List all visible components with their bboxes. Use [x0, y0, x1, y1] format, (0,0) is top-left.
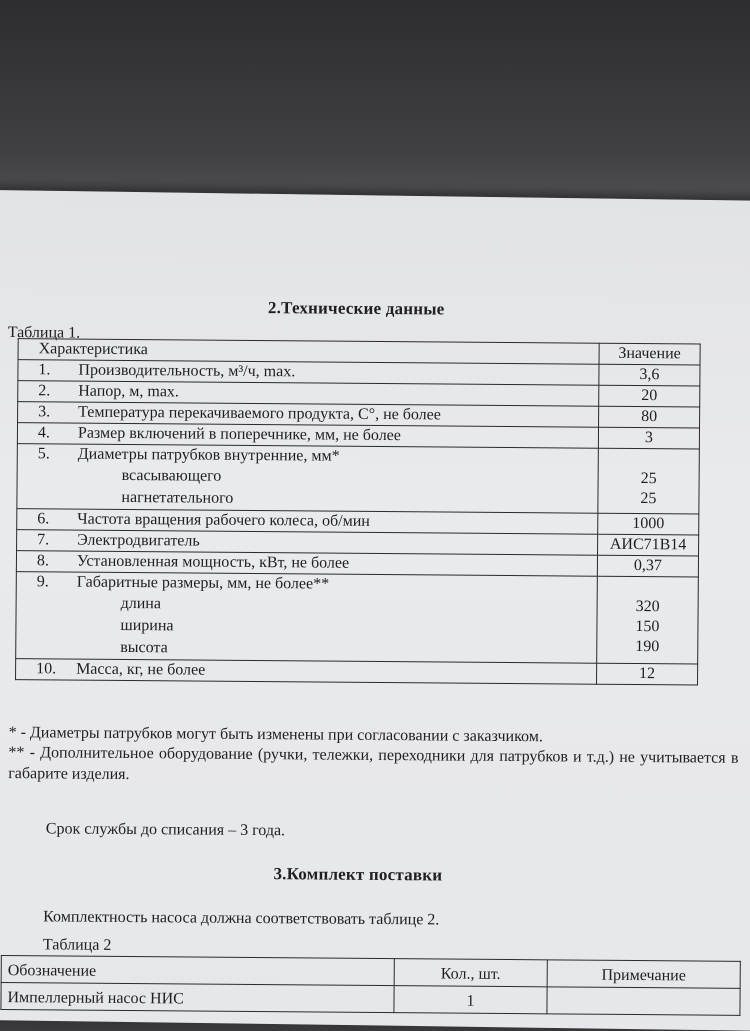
header-note: Примечание — [547, 960, 740, 989]
table-row — [16, 659, 698, 685]
table-1-caption: Таблица 1. — [7, 324, 81, 342]
completeness-text: Комплектность насоса должна соответствовать таблице 2. — [43, 908, 440, 929]
table-row — [16, 572, 699, 664]
row-value: 0,37 — [597, 555, 698, 577]
row-number: 9. — [36, 573, 49, 591]
row-number: 4. — [37, 424, 51, 442]
row-number: 7. — [37, 531, 50, 549]
row-subvalue: 190 — [635, 638, 660, 656]
table-row — [17, 444, 699, 514]
row-subvalue: 25 — [640, 470, 657, 488]
row-value: 12 — [597, 663, 698, 685]
service-life-text: Срок службы до списания – 3 года. — [45, 820, 286, 840]
row-value: АИС71В14 — [598, 534, 699, 556]
row-label: Температура перекачиваемого продукта, С°, не более — [78, 403, 441, 424]
row-number: 10. — [36, 660, 57, 678]
row-subvalue: 150 — [635, 618, 660, 636]
row-label: Масса, кг, не более — [76, 660, 206, 679]
row-subvalue: 25 — [640, 490, 657, 508]
row-label: Габаритные размеры, мм, не более** — [76, 573, 330, 593]
footnote-1: * - Диаметры патрубков могут быть изменены при согласовании с заказчиком. — [8, 724, 543, 746]
row-sublabel: высота — [120, 638, 168, 657]
section-3-title: 3.Комплект поставки — [273, 864, 443, 885]
row-number: 5. — [37, 445, 50, 463]
row-number: 3. — [38, 403, 51, 421]
delivery-set-table — [0, 955, 740, 1016]
row-number: 2. — [38, 382, 51, 400]
header-value: Значение — [599, 343, 700, 365]
row-label: Установленная мощность, кВт, не более — [76, 552, 350, 572]
row-quantity: 1 — [394, 986, 547, 1014]
row-sublabel: длина — [120, 594, 162, 613]
row-number: 6. — [37, 510, 50, 528]
row-label: Размер включений в поперечнике, мм, не более — [77, 424, 401, 445]
row-value: 80 — [599, 406, 700, 428]
row-subvalue: 320 — [635, 598, 660, 616]
row-label: Электродвигатель — [77, 531, 200, 550]
section-2-title: 2.Технические данные — [267, 298, 445, 319]
row-number: 1. — [38, 361, 51, 379]
row-designation: Импеллерный насос НИС — [1, 983, 394, 1013]
header-characteristic: Характеристика — [18, 339, 599, 365]
footnote-2: ** - Дополнительное оборудование (ручки, тележки, переходники для патрубков и т.д.) не учитывается в габарите изделия. — [8, 744, 739, 784]
row-label: Напор, м, max. — [78, 382, 180, 401]
row-number: 8. — [36, 552, 50, 570]
row-value: 20 — [599, 385, 700, 407]
row-sublabel: нагнетательного — [121, 488, 234, 507]
table-2-caption: Таблица 2 — [42, 936, 112, 954]
row-label: Производительность, м³/ч, max. — [78, 361, 296, 381]
row-value: 1000 — [598, 513, 699, 535]
header-quantity: Кол., шт. — [394, 959, 547, 987]
row-value: 3,6 — [599, 364, 700, 386]
header-designation: Обозначение — [1, 956, 394, 986]
table-row — [1, 983, 740, 1016]
row-value: 3 — [598, 427, 699, 449]
row-note — [547, 987, 740, 1016]
row-sublabel: всасывающего — [121, 466, 222, 485]
row-label: Диаметры патрубков внутренние, мм* — [77, 445, 340, 465]
technical-data-table — [15, 338, 701, 685]
row-sublabel: ширина — [120, 616, 174, 635]
row-label: Частота вращения рабочего колеса, об/мин — [77, 510, 370, 530]
